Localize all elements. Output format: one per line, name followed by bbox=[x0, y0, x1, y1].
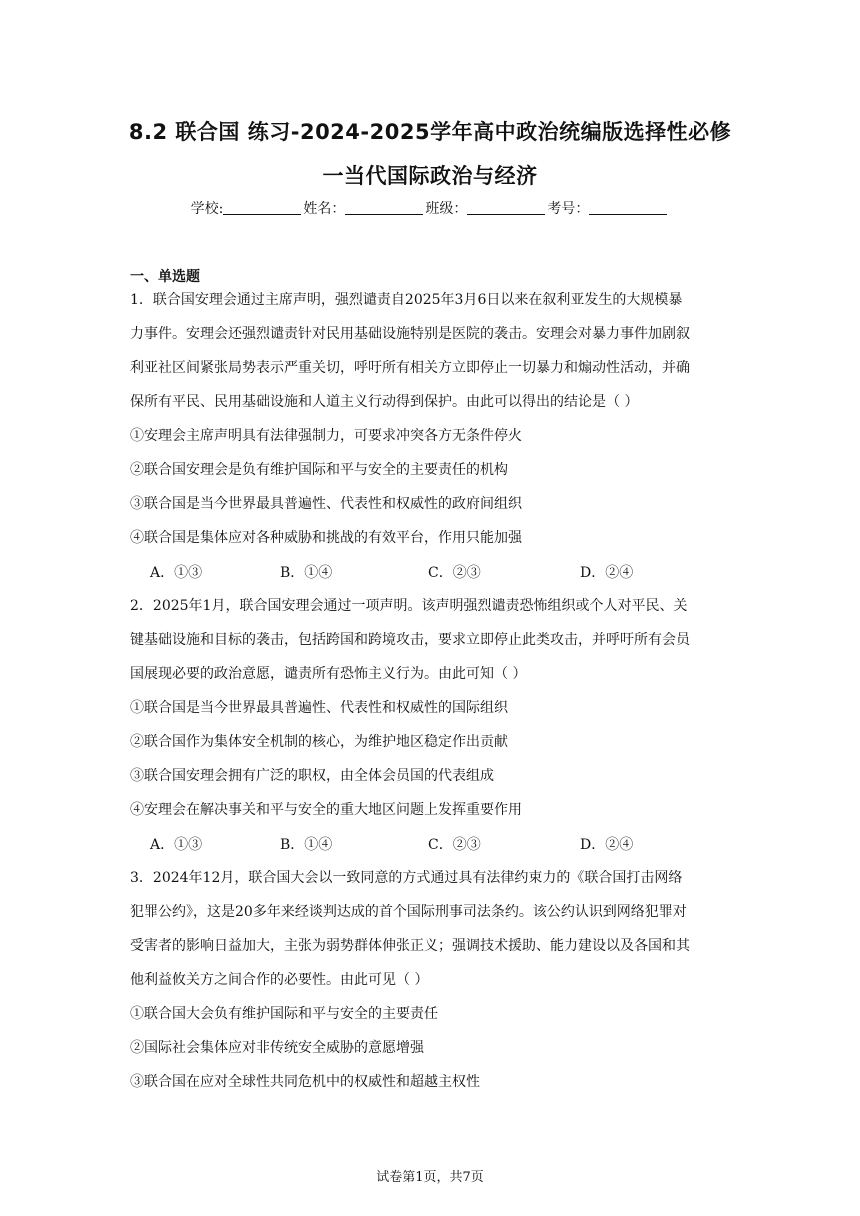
class-blank bbox=[467, 200, 545, 215]
q3-statement: ②国际社会集体应对非传统安全威胁的意愿增强 bbox=[130, 1040, 424, 1056]
q1-statement: ③联合国是当今世界最具普遍性、代表性和权威性的政府间组织 bbox=[130, 496, 522, 512]
q1-choices bbox=[150, 562, 670, 582]
q2-statement: ①联合国是当今世界最具普遍性、代表性和权威性的国际组织 bbox=[130, 700, 508, 716]
q1-statement: ②联合国安理会是负有维护国际和平与安全的主要责任的机构 bbox=[130, 462, 508, 478]
name-label: 姓名： bbox=[303, 201, 346, 217]
q1-statement: ④联合国是集体应对各种威胁和挑战的有效平台，作用只能加强 bbox=[130, 530, 522, 546]
q1-choice-b[interactable]: B．①④ bbox=[280, 565, 333, 581]
name-blank bbox=[345, 200, 423, 215]
q1-choice-d[interactable]: D．②④ bbox=[580, 565, 634, 581]
q3-stem-line: 受害者的影响日益加大，主张为弱势群体伸张正义；强调技术援助、能力建设以及各国和其 bbox=[130, 938, 690, 954]
student-info-line bbox=[0, 198, 860, 218]
exam-number-blank bbox=[589, 200, 667, 215]
q1-choice-c[interactable]: C．②③ bbox=[428, 565, 481, 581]
exam-number-label: 考号： bbox=[547, 201, 590, 217]
school-label: 学校: bbox=[190, 201, 224, 217]
q2-stem-line: 键基础设施和目标的袭击，包括跨国和跨境攻击，要求立即停止此类攻击，并呼吁所有会员 bbox=[130, 632, 690, 648]
q2-choices bbox=[150, 834, 670, 854]
school-blank bbox=[223, 200, 301, 215]
page-title-line-1: 8.2 联合国 练习-2024-2025学年高中政治统编版选择性必修 bbox=[128, 120, 732, 144]
q3-stem-line: 他利益攸关方之间合作的必要性。由此可见（ ） bbox=[130, 972, 429, 988]
q3-stem-line: 犯罪公约》，这是20多年来经谈判达成的首个国际刑事司法条约。该公约认识到网络犯罪对 bbox=[130, 904, 687, 920]
q1-stem-line: 利亚社区间紧张局势表示严重关切，呼吁所有相关方立即停止一切暴力和煽动性活动，并确 bbox=[130, 360, 690, 376]
q2-stem-line: 2．2025年1月，联合国安理会通过一项声明。该声明强烈谴责恐怖组织或个人对平民、关 bbox=[130, 598, 688, 614]
q1-stem-line: 保所有平民、民用基础设施和人道主义行动得到保护。由此可以得出的结论是（ ） bbox=[130, 394, 639, 410]
q1-stem-line: 1．联合国安理会通过主席声明，强烈谴责自2025年3月6日以来在叙利亚发生的大规模暴 bbox=[130, 292, 683, 308]
q2-choice-b[interactable]: B．①④ bbox=[280, 837, 333, 853]
page-footer: 试卷第1页，共7页 bbox=[376, 1170, 484, 1185]
q3-statement: ③联合国在应对全球性共同危机中的权威性和超越主权性 bbox=[130, 1074, 480, 1090]
q2-choice-d[interactable]: D．②④ bbox=[580, 837, 634, 853]
q2-choice-c[interactable]: C．②③ bbox=[428, 837, 481, 853]
q2-statement: ③联合国安理会拥有广泛的职权，由全体会员国的代表组成 bbox=[130, 768, 494, 784]
section-heading: 一、单选题 bbox=[130, 269, 200, 285]
q1-statement: ①安理会主席声明具有法律强制力，可要求冲突各方无条件停火 bbox=[130, 428, 522, 444]
q1-choice-a[interactable]: A．①③ bbox=[150, 565, 203, 581]
q1-stem-line: 力事件。安理会还强烈谴责针对民用基础设施特别是医院的袭击。安理会对暴力事件加剧叙 bbox=[130, 326, 690, 342]
q2-statement: ④安理会在解决事关和平与安全的重大地区问题上发挥重要作用 bbox=[130, 802, 522, 818]
class-label: 班级： bbox=[425, 201, 468, 217]
q3-stem-line: 3．2024年12月，联合国大会以一致同意的方式通过具有法律约束力的《联合国打击网络 bbox=[130, 870, 683, 886]
q3-statement: ①联合国大会负有维护国际和平与安全的主要责任 bbox=[130, 1006, 438, 1022]
q2-choice-a[interactable]: A．①③ bbox=[150, 837, 203, 853]
q2-statement: ②联合国作为集体安全机制的核心，为维护地区稳定作出贡献 bbox=[130, 734, 508, 750]
page-title-line-2: 一当代国际政治与经济 bbox=[322, 164, 538, 188]
q2-stem-line: 国展现必要的政治意愿，谴责所有恐怖主义行为。由此可知（ ） bbox=[130, 666, 527, 682]
